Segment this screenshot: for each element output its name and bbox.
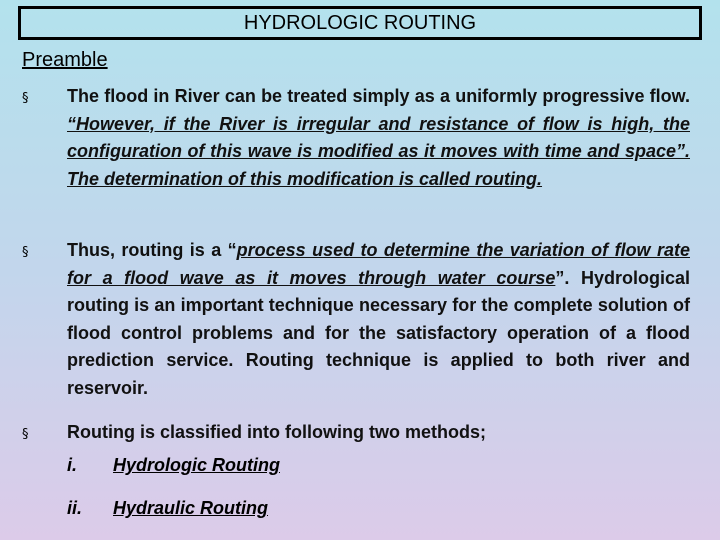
bullet-icon: §	[22, 245, 29, 260]
slide-title: HYDROLOGIC ROUTING	[243, 12, 477, 34]
paragraph-2-quoted: process used to determine the variation of flow rate for a flood wave as it moves through water course	[67, 240, 690, 288]
paragraph-1	[67, 83, 690, 193]
bullet-icon: §	[22, 91, 29, 106]
paragraph-2-lead: Thus, routing is a “	[67, 240, 237, 260]
paragraph-2	[67, 237, 690, 402]
section-heading: Preamble	[22, 49, 108, 71]
paragraph-2-close: ”	[555, 267, 565, 288]
bullet-icon: §	[22, 427, 29, 442]
paragraph-2-rest: . Hydrological routing is an important technique necessary for the complete solution of flood control problems and for the satisfactory operation of a flood prediction service. Routing technique is applied to both river and reservoir.	[67, 267, 690, 398]
paragraph-1-quoted: “However, if the River is irregular and resistance of flow is high, the configuration of this wave is modified as it moves with time and space”. The determination of this modification is called routing.	[67, 113, 690, 189]
method-number: ii.	[67, 498, 83, 518]
paragraph-3: Routing is classified into following two methods;	[67, 422, 486, 442]
method-label: Hydraulic Routing	[113, 498, 269, 518]
paragraph-1-plain: The flood in River can be treated simply as a uniformly progressive flow.	[67, 86, 690, 106]
method-label: Hydrologic Routing	[113, 455, 280, 475]
slide-title-box	[18, 6, 702, 40]
method-number: i.	[67, 455, 78, 475]
